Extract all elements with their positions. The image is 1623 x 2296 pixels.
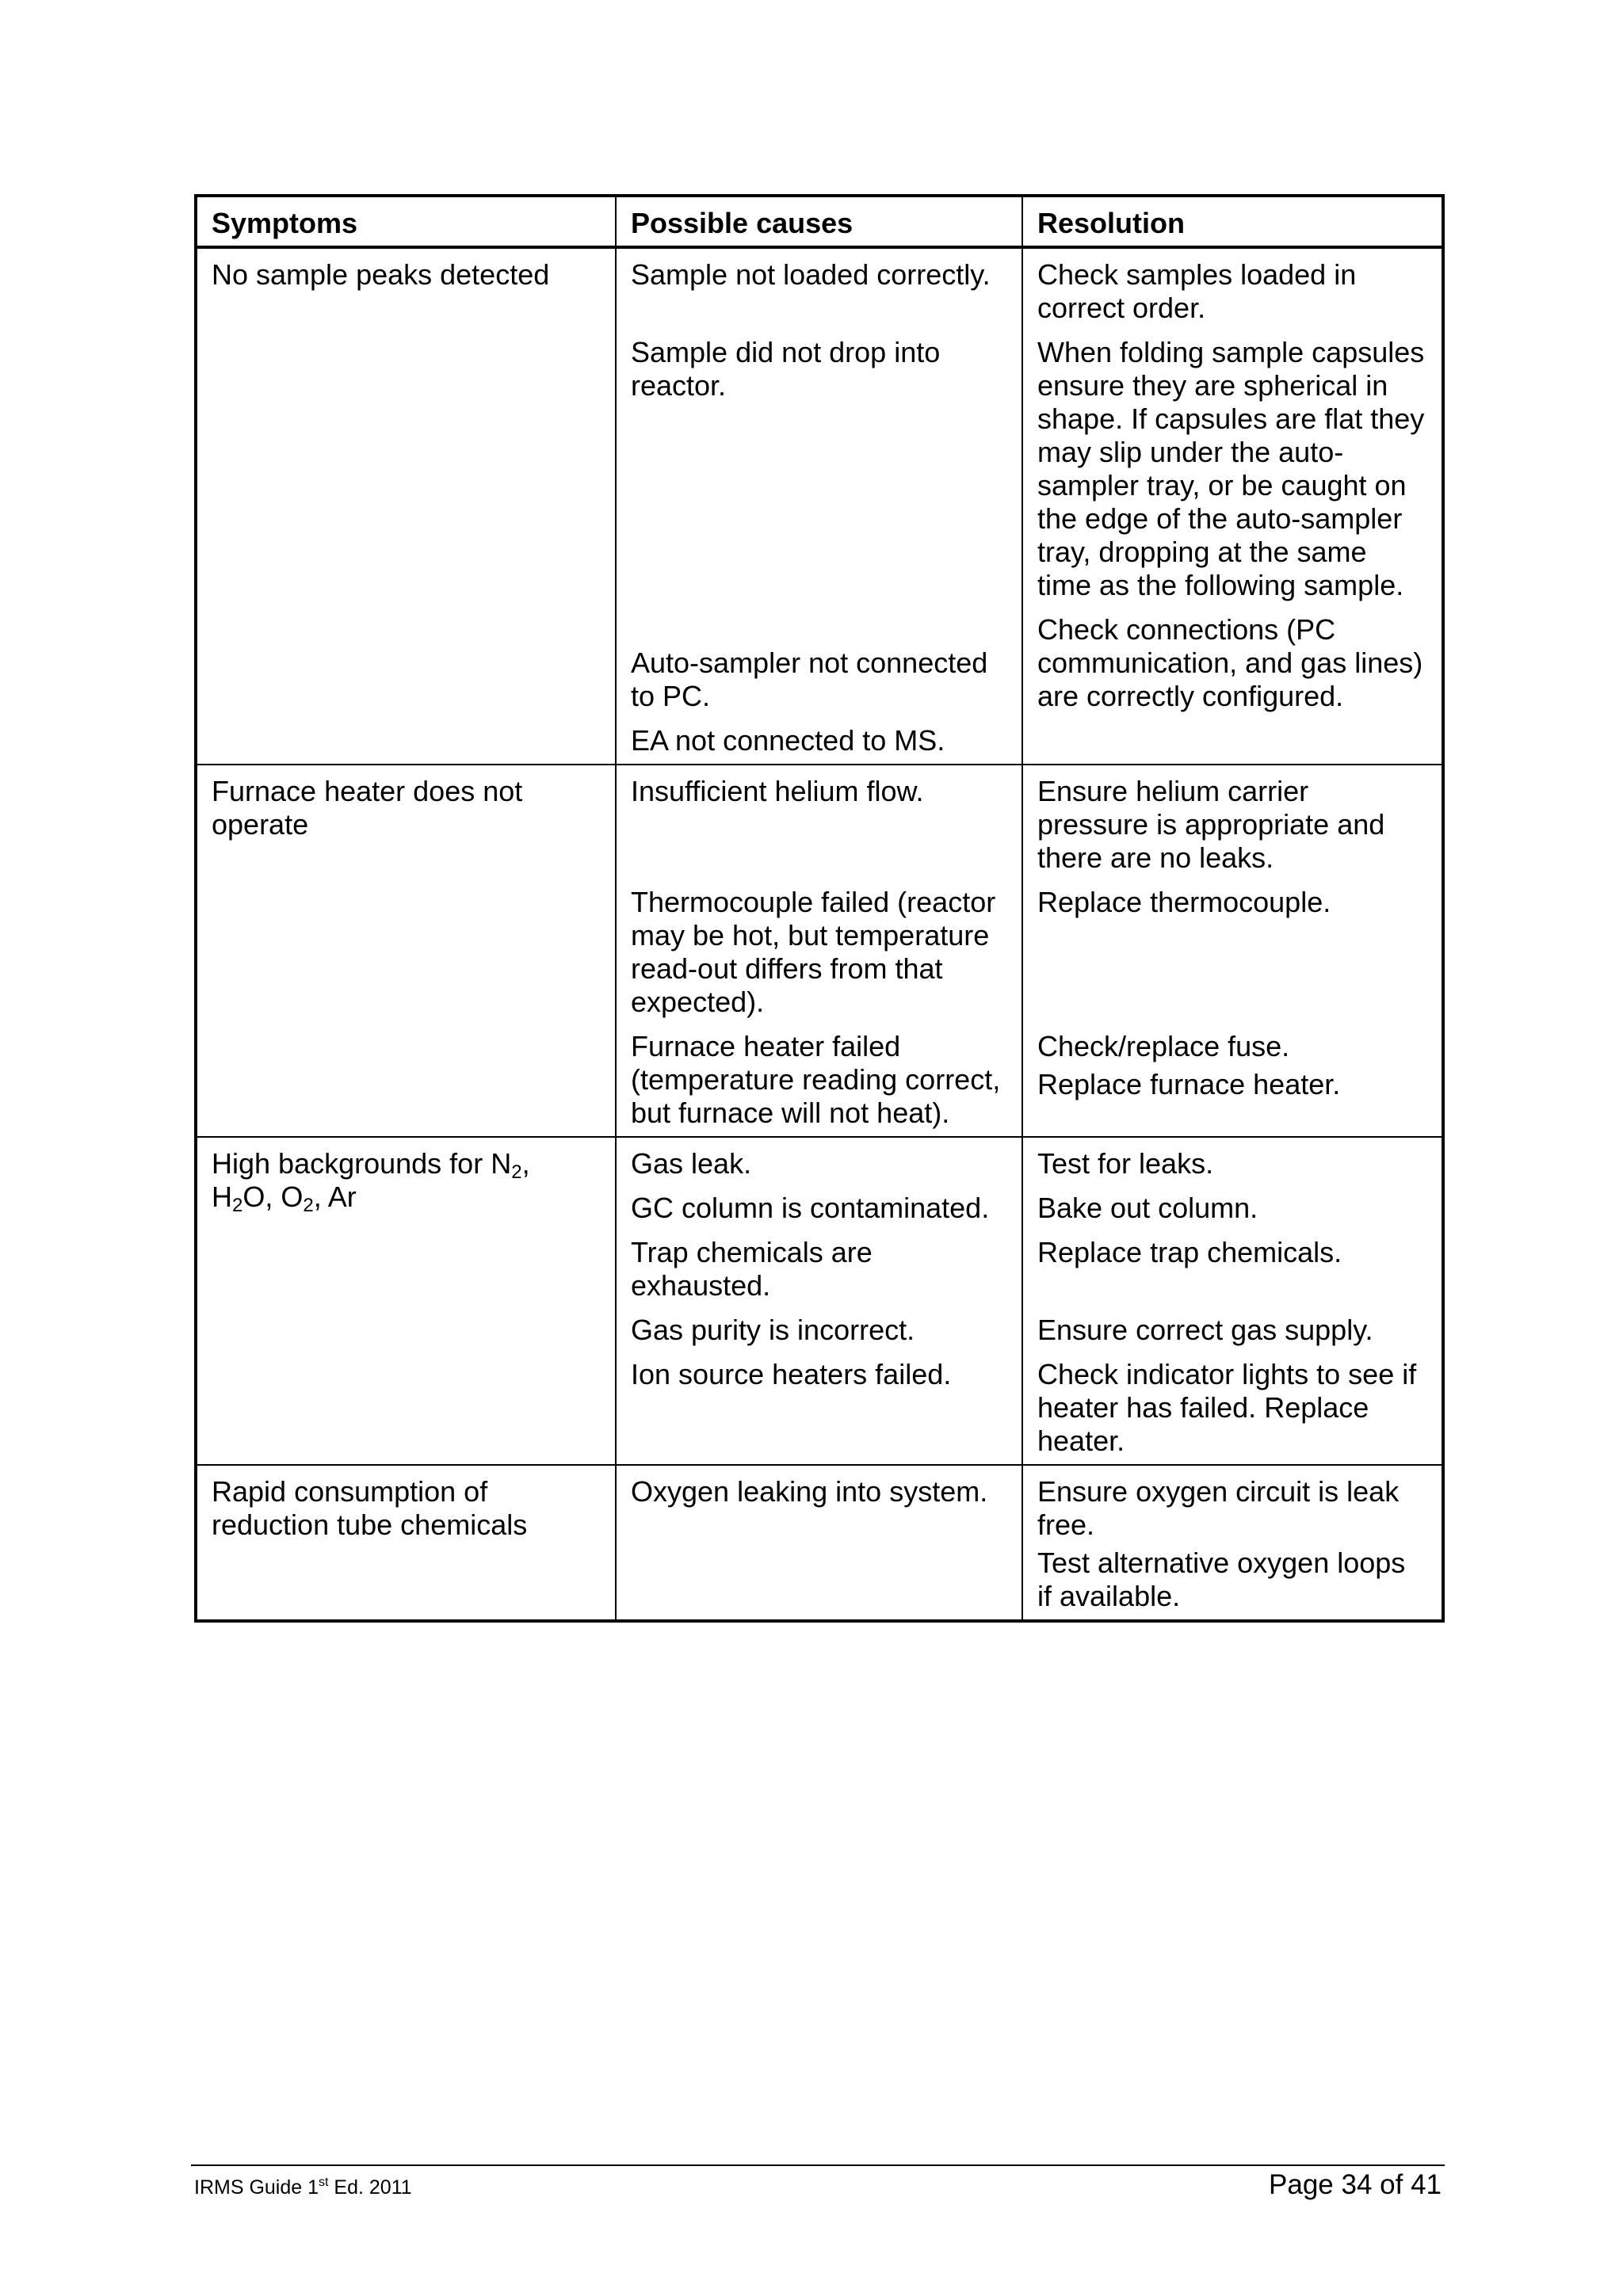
resolution-item: Replace thermocouple. [1037, 886, 1331, 918]
resolution-item: Check indicator lights to see if heater has failed. Replace heater. [1037, 1358, 1417, 1457]
troubleshooting-table [194, 194, 1445, 1623]
resolution-item: Ensure correct gas supply. [1037, 1314, 1373, 1346]
resolution-item: Check samples loaded in correct order. [1037, 258, 1357, 324]
cause-item: Trap chemicals are exhausted. [631, 1236, 873, 1302]
header-possible-causes: Possible causes [616, 196, 1022, 247]
symptom-cell [196, 247, 616, 765]
cause-item: Sample not loaded correctly. [631, 258, 991, 291]
resolutions-cell [1022, 765, 1443, 1137]
cause-item: GC column is contaminated. [631, 1192, 990, 1224]
table-row [196, 765, 1443, 1137]
cause-item: Furnace heater failed (temperature reading correct, but furnace will not heat). [631, 1030, 1001, 1129]
cause-item: EA not connected to MS. [631, 724, 945, 757]
cause-item: Oxygen leaking into system. [631, 1475, 988, 1508]
symptom-text: High backgrounds for $N_2$, $H_2O$, $O_2$, Ar [212, 1147, 530, 1216]
causes-cell [616, 1137, 1022, 1465]
cause-item: Auto-sampler not connected to PC. [631, 646, 988, 712]
cause-item: Gas leak. [631, 1147, 752, 1180]
resolution-item: Check/replace fuse. [1037, 1030, 1290, 1062]
header-symptoms: Symptoms [196, 196, 616, 247]
table-row [196, 1465, 1443, 1621]
resolution-item: Ensure helium carrier pressure is appropriate and there are no leaks. [1037, 775, 1385, 874]
cause-item: Ion source heaters failed. [631, 1358, 952, 1390]
causes-cell [616, 765, 1022, 1137]
resolutions-cell [1022, 247, 1443, 765]
resolution-item: Replace furnace heater. [1037, 1068, 1341, 1100]
symptom-text: Rapid consumption of reduction tube chemicals [212, 1475, 528, 1541]
cause-item: Sample did not drop into reactor. [631, 336, 941, 402]
symptom-cell [196, 1137, 616, 1465]
cause-item: Gas purity is incorrect. [631, 1314, 915, 1346]
footer-document-title: IRMS Guide 1st Ed. 2011 [194, 2176, 412, 2199]
cause-item: Thermocouple failed (reactor may be hot, but temperature read-out differs from that expected). [631, 886, 996, 1018]
resolution-item: Replace trap chemicals. [1037, 1236, 1342, 1268]
resolution-item: Bake out column. [1037, 1192, 1258, 1224]
footer-page-number: Page 34 of 41 [1269, 2169, 1442, 2200]
resolution-item: Test for leaks. [1037, 1147, 1214, 1180]
symptom-cell [196, 765, 616, 1137]
resolution-item: Ensure oxygen circuit is leak free. [1037, 1475, 1400, 1541]
cause-item: Insufficient helium flow. [631, 775, 924, 807]
causes-cell [616, 1465, 1022, 1621]
table-header-row [196, 196, 1443, 247]
header-resolution: Resolution [1022, 196, 1443, 247]
footer-divider [191, 2164, 1445, 2166]
resolution-item: Check connections (PC communication, and gas lines) are correctly configured. [1037, 613, 1423, 712]
table-row [196, 1137, 1443, 1465]
resolutions-cell [1022, 1137, 1443, 1465]
resolutions-cell [1022, 1465, 1443, 1621]
table-row [196, 247, 1443, 765]
resolution-item: When folding sample capsules ensure they are spherical in shape. If capsules are flat they may slip under the auto-sampler tray, or be caught on the edge of the auto-sampler tray, dropping at the same time as the following sample. [1037, 336, 1425, 601]
symptom-cell [196, 1465, 616, 1621]
causes-cell [616, 247, 1022, 765]
resolution-item: Test alternative oxygen loops if available. [1037, 1547, 1406, 1612]
symptom-text: Furnace heater does not operate [212, 775, 523, 841]
symptom-text: No sample peaks detected [212, 258, 550, 291]
